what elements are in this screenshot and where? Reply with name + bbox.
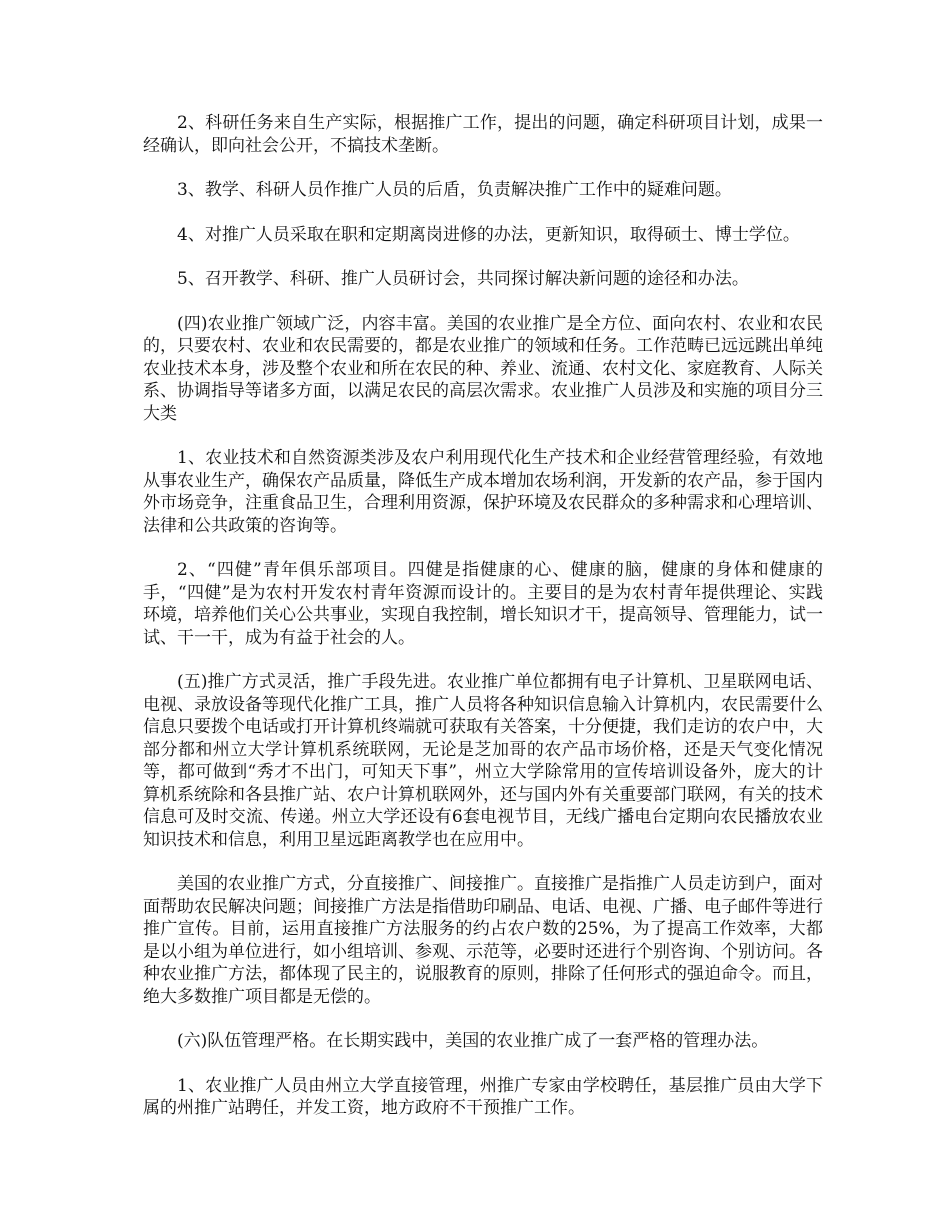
paragraph-four-h-club: 2、“四健”青年俱乐部项目。四健是指健康的心、健康的脑，健康的身体和健康的手，“四健”是为农村开发农村青年资源而设计的。主要目的是为农村青年提供理论、实践环境，培养他们关心公共事业，实现自我控制，增长知识才干，提高领导、管理能力，试一试、干一干，成为有益于社会的人。 [143,560,823,648]
paragraph-section-four: (四)农业推广领域广泛，内容丰富。美国的农业推广是全方位、面向农村、农业和农民的，只要农村、农业和农民需要的，都是农业推广的领域和任务。工作范畴已远远跳出单纯农业技术本身，涉及整个农业和所在农民的种、养业、流通、农村文化、家庭教育、人际关系、协调指导等诸多方面，以满足农民的高层次需求。农业推广人员涉及和实施的项目分三大类 [143,313,823,424]
paragraph-teaching-support: 3、教学、科研人员作推广人员的后盾，负责解决推广工作中的疑难问题。 [177,180,732,200]
paragraph-agri-tech: 1、农业技术和自然资源类涉及农户利用现代化生产技术和企业经营管理经验，有效地从事农业生产，确保农产品质量，降低生产成本增加农场利润，开发新的农产品，参于国内外市场竞争，注重食品卫生，合理利用资源，保护环境及农民群众的多种需求和心理培训、法律和公共政策的咨询等。 [143,448,823,536]
paragraph-extension-methods: 美国的农业推广方式，分直接推广、间接推广。直接推广是指推广人员走访到户，面对面帮助农民解决问题；间接推广方法是指借助印刷品、电话、电视、广播、电子邮件等进行推广宣传。目前，运用直接推广方法服务的约占农户数的25%，为了提高工作效率，大都是以小组为单位进行，如小组培训、参观、示范等，必要时还进行个别咨询、个别访问。各种农业推广方法，都体现了民主的，说服教育的原则，排除了任何形式的强迫命令。而且，绝大多数推广项目都是无偿的。 [143,874,823,1007]
paragraph-further-study: 4、对推广人员采取在职和定期离岗进修的办法，更新知识，取得硕士、博士学位。 [177,224,800,245]
paragraph-staff-management: 1、农业推广人员由州立大学直接管理，州推广专家由学校聘任，基层推广员由大学下属的州推广站聘任，并发工资，地方政府不干预推广工作。 [143,1075,823,1118]
paragraph-section-five: (五)推广方式灵活，推广手段先进。农业推广单位都拥有电子计算机、卫星联网电话、电视、录放设备等现代化推广工具，推广人员将各种知识信息输入计算机内，农民需要什么信息只要拨个电话或打开计算机终端就可获取有关答案，十分便捷，我们走访的农户中，大部分都和州立大学计算机系统联网，无论是芝加哥的农产品市场价格，还是天气变化情况等，都可做到“秀才不出门，可知天下事”，州立大学除常用的宣传培训设备外，庞大的计算机系统除和各县推广站、农户计算机联网外，还与国内外有关重要部门联网，有关的技术信息可及时交流、传递。州立大学还设有6套电视节目，无线广播电台定期向农民播放农业知识技术和信息，利用卫星远距离教学也在应用中。 [143,672,823,850]
paragraph-section-six: (六)队伍管理严格。在长期实践中，美国的农业推广成了一套严格的管理办法。 [177,1031,769,1051]
document-page [143,112,823,1142]
paragraph-research-tasks: 2、科研任务来自生产实际，根据推广工作，提出的问题，确定科研项目计划，成果一经确认，即向社会公开，不搞技术垄断。 [143,113,823,156]
paragraph-seminars: 5、召开教学、科研、推广人员研讨会，共同探讨解决新问题的途径和办法。 [177,269,749,289]
